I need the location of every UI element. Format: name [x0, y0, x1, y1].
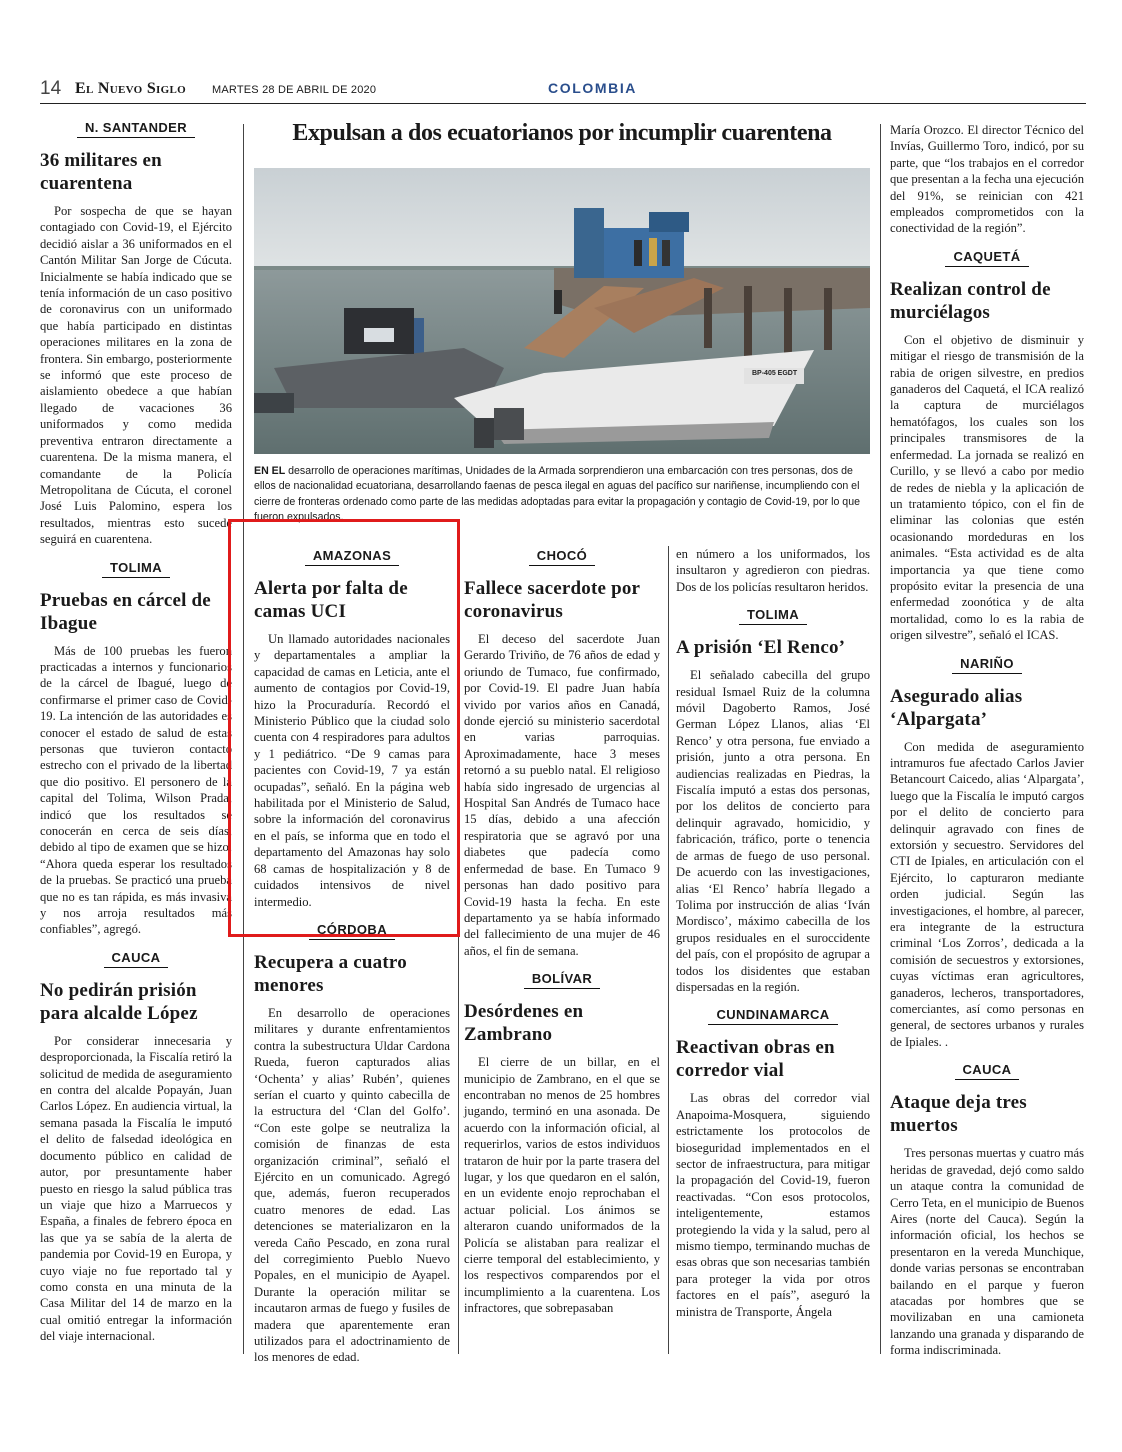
article: [464, 546, 660, 959]
article-body: Con medida de aseguramiento intramuros fue afectado Carlos Javier Betancourt Caicedo, alias ‘Alpargata’, luego que la Fiscalía le imputó cargos por el delito de concierto para delinquir agravado con fines de extorsión y secuestro. Servidores del CTI de Ipiales, en articulación con el Ejército, lo capturaron mediante orden judicial. Según las investigaciones, el hombre, al parecer, era integrante de la estructura criminal ‘Los Zorros’, dedicada a la comisión de secuestros y extorsiones, cuyas víctimas eran agricultores, ganaderos, lecheros, transportadores, comerciantes, así como personas en general, de sectores urbanos y rurales de Ipiales. .: [890, 739, 1084, 1049]
column-middle-2: [464, 546, 660, 1327]
article-kicker: BOLÍVAR: [464, 969, 660, 993]
article-kicker: CUNDINAMARCA: [676, 1005, 870, 1029]
article: [464, 969, 660, 1317]
article: [40, 948, 232, 1345]
article: [676, 605, 870, 995]
column-rule: [668, 546, 669, 1354]
article-kicker: AMAZONAS: [254, 546, 450, 570]
article-body: Por considerar innecesaria y desproporcionada, la Fiscalía retiró la solicitud de medida de aseguramiento en contra del alcalde Popayán, Juan Carlos López. En audiencia virtual, la semana pasada la Fiscalía le imputó el delito de falsedad ideológica en documento público en calidad de autor, por presuntamente haber puesto en riesgo la salud pública tras un viaje que hizo a Marruecos y España, a finales de febrero época en las que ya se sabía de la alerta de pandemia por Covid-19 en Europa, y cuyo viaje no fue reportado tal y como consta en una minuta de la Casa Militar del 14 de marzo en la cual omitió entregar la información del viaje internacional.: [40, 1033, 232, 1344]
article: [890, 1060, 1084, 1358]
article-headline: No pedirán prisión para alcalde López: [40, 979, 198, 1024]
article-body: Las obras del corredor vial Anapoima-Mosquera, siguiendo estrictamente los protocolos de bioseguridad implementados en el sector de infraestructura, para mitigar la propagación del Covid-19, fueron reactivadas. “Con esos protocolos, inteligentemente, estamos protegiendo la vida y la salud, pero al mismo tiempo, terminando muchas de esas obras que son necesarias también para proteger la vida por otros factores en el país”, aseguró la ministra de Transporte, Ángela: [676, 1091, 870, 1319]
article-kicker: TOLIMA: [676, 605, 870, 629]
section-name: COLOMBIA: [548, 80, 638, 96]
article-kicker: CAUCA: [40, 948, 232, 972]
caption-lead: EN EL: [254, 465, 286, 477]
article-kicker: CÓRDOBA: [254, 920, 450, 944]
article-body: Más de 100 pruebas les fueron practicadas a internos y funcionarios de la cárcel de Ibagué, luego de confirmarse el primer caso de Covid-19. La intención de las autoridades es conocer el estado de salud de estas personas que tuvieron contacto estrecho con el privado de la libertad que dio positivo. El personero de la capital del Tolima, Wilson Prada, indicó que los resultados se conocerán en cerca de seis días, debido al tipo de examen que se hizo. “Ahora queda esperar los resultados de la pruebas. Se practicó una prueba que no es tan rápida, es más invasiva y nos arroja resultados más confiables”, agregó.: [40, 643, 232, 937]
article-body: En desarrollo de operaciones militares y durante enfrentamientos contra la subestructura Uldar Cardona Rueda, fueron capturados alias ‘Ochenta’ y alias’ Rubén’, quienes serían el cuarto y quinto cabecilla de la estructura del ‘Clan del Golfo’. “Con este golpe se neutraliza la comisión de finanzas de esta organización criminal”, señaló el Ejército en un comunicado. Agregó que, además, fueron recuperados cuatro menores de edad. Las detenciones se materializaron en la vereda Caño Pescado, en zona rural del corregimiento Pueblo Nuevo Popales, en el municipio de Ayapel. Durante la operación militar se incautaron armas de fuego y fusiles de madera que aparentemente eran utilizados para el adoctrinamiento de los menores de edad.: [254, 1005, 450, 1365]
caption-text: desarrollo de operaciones marítimas, Unidades de la Armada sorprendieron una embarcación con tres personas, dos de ellos de nacionalidad ecuatoriana, desarrollando faenas de pesca ilegal en aguas del pacífico sur nariñense, incumpliendo con el cierre de fronteras ordenado como parte de las medidas adoptadas para evitar la propagación y contagio de Covid-19, por lo que fueron expulsados.: [254, 465, 860, 524]
article: [40, 558, 232, 938]
column-middle-3: [676, 546, 870, 1330]
article-kicker: N. SANTANDER: [40, 118, 232, 142]
article-continuation: [890, 122, 1084, 237]
article-headline: Ataque deja tres muertos: [890, 1092, 1027, 1137]
article-body: Un llamado autoridades nacionales y departamentales a ampliar la capacidad de camas en Leticia, ante el aumento de contagios por Covid-19, hizo la Procuraduría. Recordó el Ministerio Público que la ciudad solo cuenta con 4 respiradores para adultos y 1 pediátrico. “De 9 camas para pacientes con Covid-19, 7 ya están ocupadas”, señaló. En la página web habilitada por el Ministerio de Salud, sobre la información del coronavirus en el país, se informa que en todo el departamento del Amazonas hay solo 68 camas de hospitalización y 8 de cuidados intensivos de nivel intermedio.: [254, 632, 450, 909]
article-headline: Desórdenes en Zambrano: [464, 1001, 584, 1046]
article-kicker: CAQUETÁ: [890, 247, 1084, 271]
article-kicker: CHOCÓ: [464, 546, 660, 570]
article: [890, 654, 1084, 1051]
article-headline: 36 militares en cuarentena: [40, 150, 162, 194]
boat-dock-illustration: [254, 168, 870, 454]
article-headline: Reactivan obras en corredor vial: [676, 1037, 835, 1082]
article-continuation: [676, 546, 870, 595]
article-body: Por sospecha de que se hayan contagiado con Covid-19, el Ejército decidió aislar a 36 uniformados en el Cantón Militar San Jorge de Cúcuta. Inicialmente se había indicado que se tenía información de un caso positivo de coronavirus con un uniformado que había participado en distintas operaciones militares en la zona de frontera. Sin embargo, posteriormente se informó que este proceso de aislamiento obedece a que habían llegado de vacaciones 36 uniformados y como medida preventiva entraron directamente a cuarentena. De la misma manera, el comandante de la Policía Metropolitana de Cúcuta, el coronel José Luis Palomino, espera los resultados, mientras esto sucede seguirá en cuarentena.: [40, 204, 232, 547]
main-headline: Expulsan a dos ecuatorianos por incumplir cuarentena: [292, 120, 832, 146]
article-headline: Recupera a cuatro menores: [254, 951, 407, 996]
article: [890, 247, 1084, 644]
column-left: [40, 118, 232, 1355]
article-kicker: NARIÑO: [890, 654, 1084, 678]
column-right: [890, 122, 1084, 1369]
news-photo: [254, 168, 870, 454]
article-headline: Asegurado alias ‘Alpargata’: [890, 685, 1023, 730]
article-body: en número a los uniformados, los insultaron y agredieron con piedras. Dos de los policías resultaron heridos.: [676, 547, 870, 594]
article-kicker: TOLIMA: [40, 558, 232, 582]
article-headline: A prisión ‘El Renco’: [676, 637, 846, 659]
article: [676, 1005, 870, 1320]
article: [254, 920, 450, 1366]
article-body: Con el objetivo de disminuir y mitigar el riesgo de transmisión de la rabia de origen silvestre, en predios ganaderos del Caquetá, el ICA realizó la captura de murciélagos hematófagos, los cuales son los principales transmisores de la enfermedad. La jornada se realizó en Curillo, y se llevó a cabo por medio de redes de niebla y la aplicación de un tratamiento tópico, con el fin de eliminar las colonias que estén ocasionando mordeduras en los animales. “Esta actividad es de alta importancia ya que tiene como propósito evitar la presencia de una enfermedad zoonótica y de alta mortalidad, como lo es la rabia de origen silvestre”, señaló el ICAS.: [890, 332, 1084, 643]
article-headline: Realizan control de murciélagos: [890, 278, 1051, 323]
article-headline: Alerta por falta de camas UCI: [254, 578, 408, 622]
column-rule: [880, 124, 881, 1354]
article-body: El deceso del sacerdote Juan Gerardo Triviño, de 76 años de edad y oriundo de Tumaco, fue confirmado, por Covid-19. El padre Juan había vivido por varios años en Canadá, donde ejerció su ministerio sacerdotal en varias parroquias. Aproximadamente, hace 3 meses retornó a su pueblo natal. El religioso había sido ingresado de urgencias al Hospital San Andrés de Tumaco hace 15 días, debido a una afección respiratoria que se agravó por una diabetes que padecía como enfermedad de base. En Tumaco 9 personas han dado positivo para Covid-19 hasta la fecha. En este departamento ya se había informado del fallecimiento de una mujer de 46 años, el fin de semana.: [464, 632, 660, 958]
page-header: [40, 76, 1086, 104]
article-body: Tres personas muertas y cuatro más heridas de gravedad, dejó como saldo un ataque contra la comunidad de Cerro Teta, en el municipio de Buenos Aires (norte del Cauca). Según la información oficial, los hechos se presentaron en la vereda Munchique, donde varias personas se encontraban bailando en el parque y fueron atacadas por hombres que se movilizaban en una camioneta lanzando una granada y disparando de forma indiscriminada.: [890, 1146, 1084, 1358]
article-body: El cierre de un billar, en el municipio de Zambrano, en el que se encontraban no menos de 25 hombres jugando, terminó en una asonada. De acuerdo con la información oficial, al requerirlos, varios de estos individuos trataron de huir por la parte trasera del lugar, y los que quedaron en el salón, en un evidente enojo reprochaban el actuar policial. Los ánimos se alteraron cuando uniformados de la Policía se alistaban para realizar el cierre temporal del establecimiento, y los respectivos comparendos por el incumplimiento a la cuarentena. Los infractores, que sobrepasaban: [464, 1055, 660, 1316]
article: [40, 118, 232, 548]
highlight-box: [228, 519, 460, 937]
article-body: María Orozco. El director Técnico del Invías, Guillermo Toro, indicó, por su parte, que “los trabajos en el corredor que presentan a la fecha una ejecución del 91%, se reinician con 421 empleados comprometidos con la conectividad de la región”.: [890, 123, 1084, 236]
newspaper-name: El Nuevo Siglo: [75, 80, 186, 97]
article-headline: Pruebas en cárcel de Ibague: [40, 589, 211, 634]
issue-date: MARTES 28 DE ABRIL DE 2020: [212, 84, 377, 96]
photo-caption: [254, 464, 868, 526]
article-headline: Fallece sacerdote por coronavirus: [464, 578, 640, 622]
article-kicker: CAUCA: [890, 1060, 1084, 1084]
article-body: El señalado cabecilla del grupo residual Ismael Ruiz de la columna móvil Dagoberto Ramos, José German López Llanos, alias ‘El Renco’ y otra persona, fue enviado a prisión, junto a otra persona. En audiencias realizadas en Piedras, la Fiscalía imputó a estas dos personas, por los delitos de concierto para delinquir agravado, homicidio, y fabricación, tráfico, porte o tenencia de armas de fuego de uso personal. De acuerdo con las investigaciones, alias ‘El Renco’ habría llegado a Tolima por instrucción de alias ‘Iván Mordisco’, máximo cabecilla de los grupos residuales en el suroccidente del país, con el propósito de agrupar a todos los disidentes que estaban dispersadas en la región.: [676, 668, 870, 994]
page-number: 14: [40, 78, 62, 99]
boat-registration-label: BP-405 EGDT: [752, 370, 798, 377]
